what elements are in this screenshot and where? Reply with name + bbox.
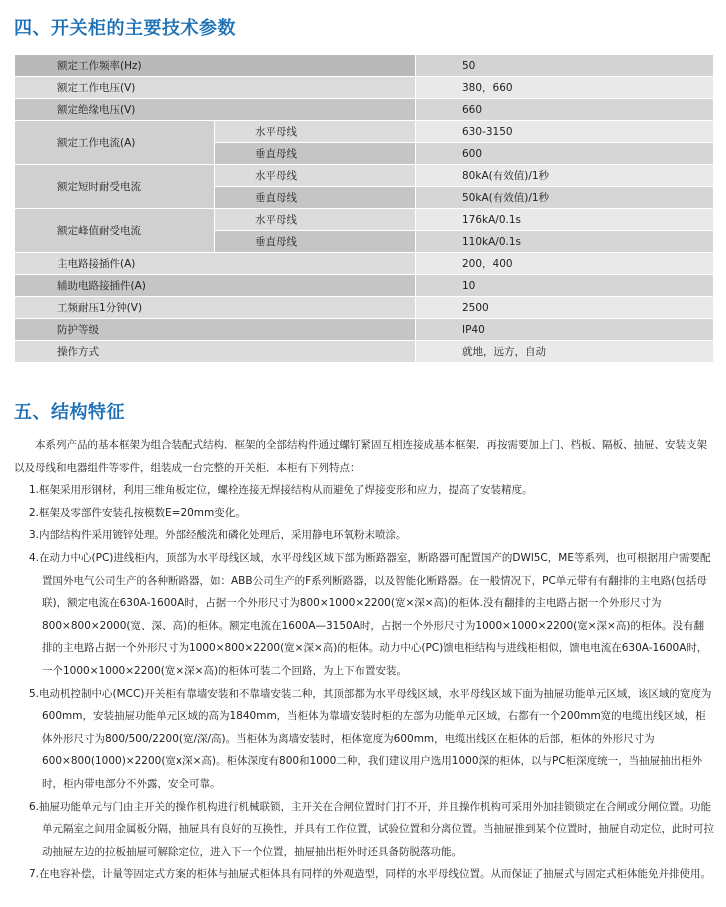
param-name: 主电路接插件(A) bbox=[15, 253, 416, 275]
param-sub-label: 水平母线 bbox=[215, 165, 416, 187]
param-value: IP40 bbox=[416, 319, 714, 341]
table-row bbox=[15, 297, 714, 319]
param-value: 176kA/0.1s bbox=[416, 209, 714, 231]
param-value: 就地，远方，自动 bbox=[416, 341, 714, 363]
section4-title: 四、开关柜的主要技术参数 bbox=[14, 18, 236, 39]
param-sub-label: 垂直母线 bbox=[215, 143, 416, 165]
table-row bbox=[15, 165, 714, 187]
param-name: 操作方式 bbox=[15, 341, 416, 363]
param-sub-label: 水平母线 bbox=[215, 121, 416, 143]
param-sub-label: 水平母线 bbox=[215, 209, 416, 231]
feature-item: 3.内部结构件采用镀锌处理。外部经酸洗和磷化处理后，采用静电环氧粉末喷涂。 bbox=[29, 529, 407, 542]
param-name: 辅助电路接插件(A) bbox=[15, 275, 416, 297]
table-row bbox=[15, 99, 714, 121]
param-name: 额定工作电流(A) bbox=[15, 121, 215, 165]
param-value: 80kA(有效值)/1秒 bbox=[416, 165, 714, 187]
table-row bbox=[15, 209, 714, 231]
param-value: 200，400 bbox=[416, 253, 714, 275]
param-sub-label: 垂直母线 bbox=[215, 187, 416, 209]
intro-paragraph: 本系列产品的基本框架为组合装配式结构．框架的全部结构件通过螺钉紧固互相连接成基本框架．再按需要加上门、档板、隔板、抽屉、安装支架以及母线和电器组件等零件，组装成一台完整的开关柜．本柜有下列特点： bbox=[14, 439, 707, 474]
feature-item: 2.框架及零部件安装孔按模数E=20mm变化。 bbox=[29, 506, 246, 519]
feature-item: 4.在动力中心(PC)进线柜内，顶部为水平母线区域，水平母线区域下部为断路器室，断路器可配置国产的DWl5C，ME等系列，也可根据用户需要配置国外电气公司生产的各种断路器，如：ABB公司生产的F系列断路器，以及智能化断路器。在一般情况下，PC单元带有有翻排的主电路(包括母联)，额定电流在630A-1600A时，占据一个外形尺寸为800×1000×2200(宽×深×高)的柜体.没有翻排的主电路占据一个外形尺寸为800×800×2000(宽、深、高)的柜体。额定电流在1600A—3150A时，占据一个外形尺寸为1000×1000×2200(宽×深×高)的柜体。没有翻排的主电路占据一个外形尺寸为1000×800×2200(宽×深×高)的柜体。动力中心(PC)馈电柜结构与进线柜相似，馈电电流在630A-1600A时，一个1000×1000×2200(宽×深×高)的柜体可装二个回路，为上下布置安装。 bbox=[29, 551, 711, 677]
feature-item: 5.电动机控制中心(MCC)开关柜有靠墙安装和不靠墙安装二种，其顶部都为水平母线区域，水平母线区域下面为抽屉功能单元区域，该区域的宽度为600mm，安装抽屉功能单元区域的高为1840mm，当柜体为靠墙安装时柜的左部为功能单元区域，右都有一个200mm宽的电缆出线区域，柜体外形尺寸为800/500/2200(宽/深/高)。当柜体为离墙安装时，柜体宽度为600mm，电缆出线区在柜体的后部，柜体的外形尺寸为600×800(1000)×2200(宽x深×高)。柜体深度有800和1000二种，我们建议用户选用1000深的柜体，以与PC柜深度统一，当抽屉抽出柜外时，柜内带电部分不外露，安全可靠。 bbox=[29, 687, 712, 790]
structure-features bbox=[14, 434, 714, 886]
param-name: 额定工作电压(V) bbox=[15, 77, 416, 99]
table-row bbox=[15, 253, 714, 275]
feature-item: 7.在电容补偿，计量等固定式方案的柜体与抽屉式柜体具有同样的外观造型，同样的水平母线位置。从而保证了抽屉式与固定式柜体能免并排使用。 bbox=[29, 868, 712, 881]
table-row bbox=[15, 77, 714, 99]
param-name: 额定工作频率(Hz) bbox=[15, 55, 416, 77]
param-value: 600 bbox=[416, 143, 714, 165]
table-row bbox=[15, 275, 714, 297]
param-value: 50 bbox=[416, 55, 714, 77]
feature-item: 6.抽屉功能单元与门由主开关的操作机构进行机械联锁，主开关在合闸位置时门打不开，并且操作机构可采用外加挂锁锁定在合闸或分闸位置。功能单元隔室之间用金属板分隔，抽屉具有良好的互换性，并具有工作位置，试验位置和分离位置。当抽屉推到某个位置时，抽屉自动定位，此时可拉动抽屉左边的拉板抽屉可解除定位，进入下一个位置，抽屉抽出柜外时还具备防脱落功能。 bbox=[29, 800, 714, 858]
param-name: 额定短时耐受电流 bbox=[15, 165, 215, 209]
section5-title: 五、结构特征 bbox=[14, 402, 125, 423]
table-row bbox=[15, 341, 714, 363]
feature-item: 1.框架采用形钢材，利用三维角板定位，螺栓连接无焊接结构从而避免了焊接变形和应力，提高了安装精度。 bbox=[29, 484, 533, 497]
tech-params-table bbox=[14, 54, 714, 363]
param-value: 10 bbox=[416, 275, 714, 297]
table-row bbox=[15, 55, 714, 77]
param-value: 50kA(有效值)/1秒 bbox=[416, 187, 714, 209]
param-value: 630-3150 bbox=[416, 121, 714, 143]
param-value: 2500 bbox=[416, 297, 714, 319]
param-value: 110kA/0.1s bbox=[416, 231, 714, 253]
param-value: 660 bbox=[416, 99, 714, 121]
table-row bbox=[15, 319, 714, 341]
param-name: 防护等级 bbox=[15, 319, 416, 341]
param-name: 额定绝缘电压(V) bbox=[15, 99, 416, 121]
param-name: 工频耐压1分钟(V) bbox=[15, 297, 416, 319]
table-row bbox=[15, 121, 714, 143]
param-sub-label: 垂直母线 bbox=[215, 231, 416, 253]
param-name: 额定峰值耐受电流 bbox=[15, 209, 215, 253]
param-value: 380，660 bbox=[416, 77, 714, 99]
